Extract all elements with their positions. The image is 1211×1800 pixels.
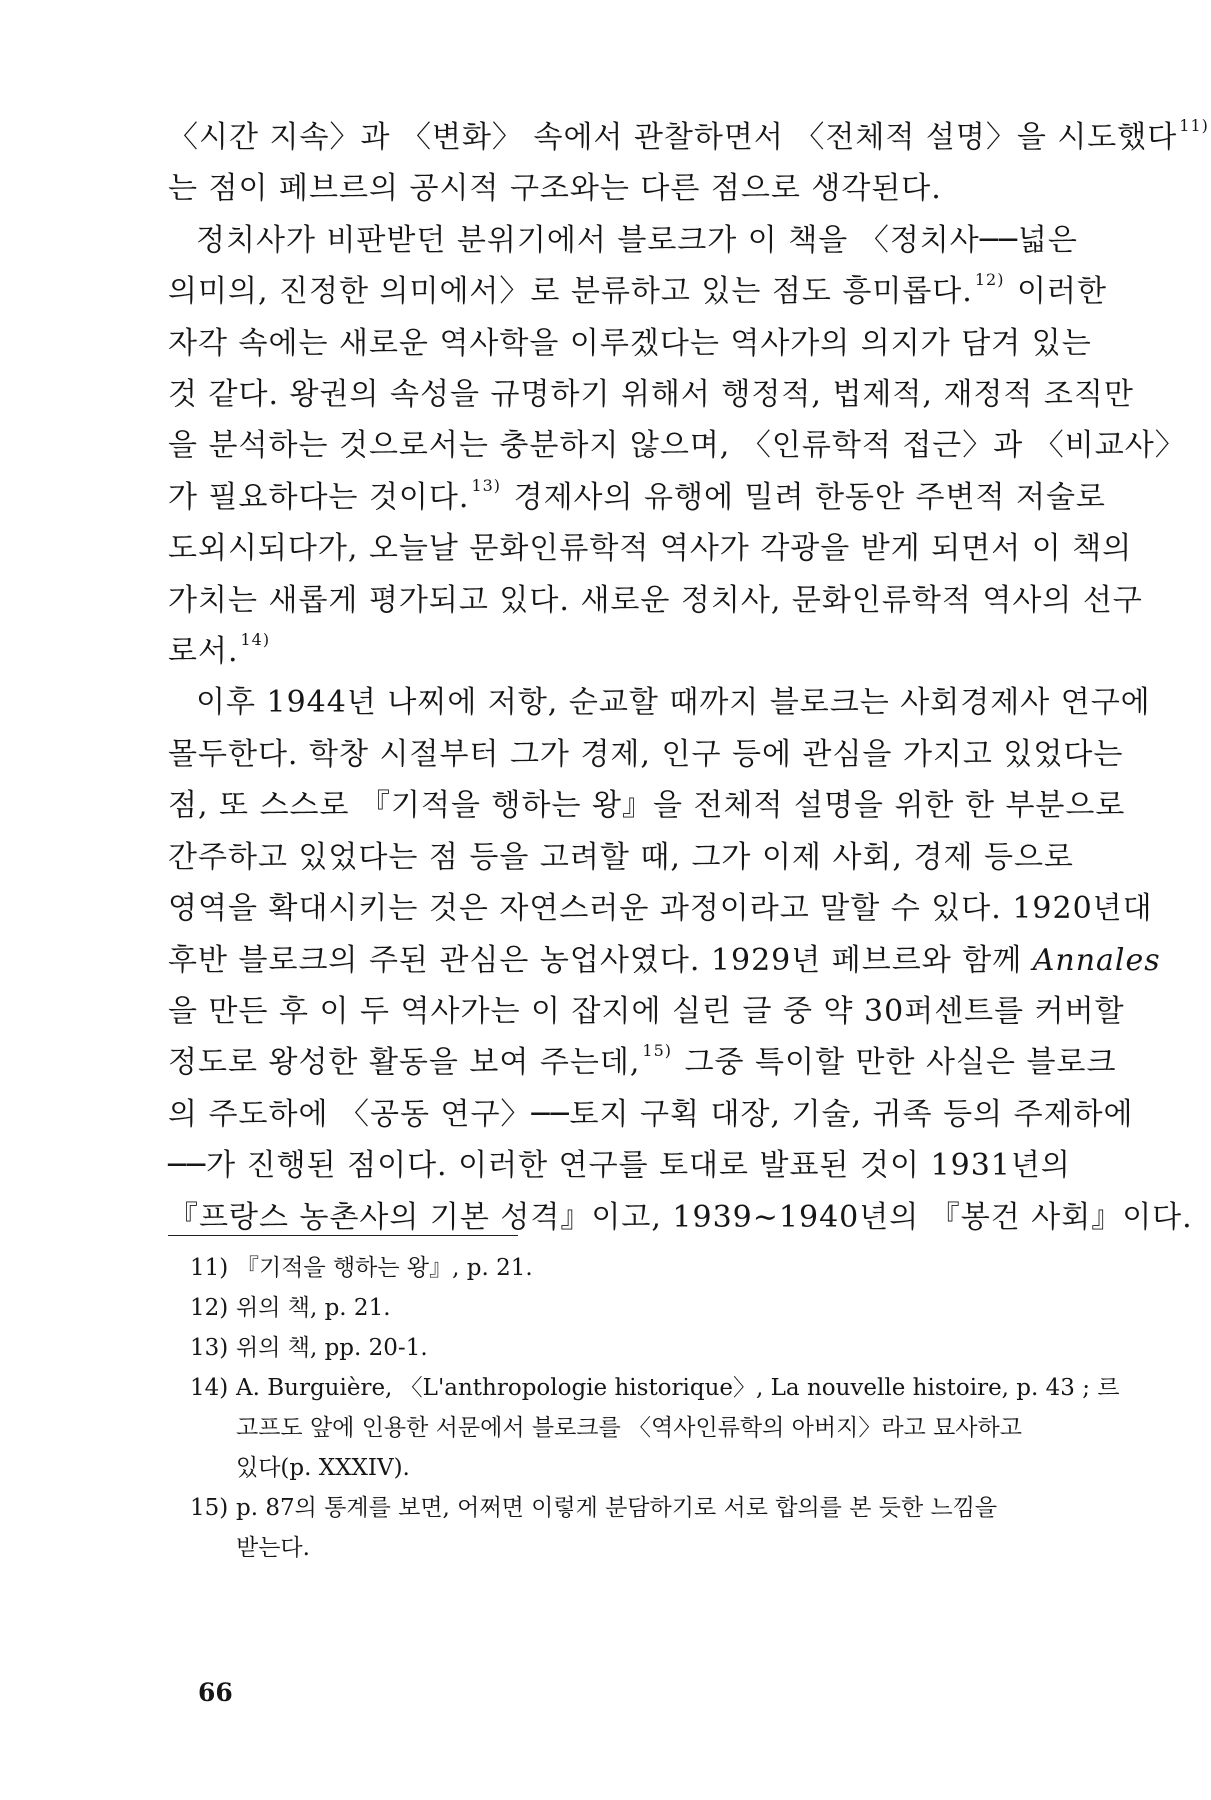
text-line: 『프랑스 농촌사의 기본 성격』이고, 1939∼1940년의 『봉건 사회』이다.: [168, 1199, 1193, 1235]
footnote-line: 위의 책, pp. 20-1.: [236, 1335, 428, 1361]
text-line: [168, 1037, 1117, 1088]
text-line: 을 분석하는 것으로서는 충분하지 않으며, 〈인류학적 접근〉과 〈비교사〉: [168, 428, 1186, 464]
footnote-line: 받는다.: [236, 1535, 310, 1561]
footnote-number: 11): [190, 1255, 229, 1281]
line-text: 정도로 왕성한 활동을 보여 주는데,: [168, 1045, 641, 1081]
text-line: 몰두한다. 학창 시절부터 그가 경제, 인구 등에 관심을 가지고 있었다는: [168, 736, 1124, 772]
text-line: 정치사가 비판받던 분위기에서 블로크가 이 책을 〈정치사──넓은: [196, 222, 1078, 258]
line-text: 로서.: [168, 634, 239, 670]
footnote-line: p. 87의 통계를 보면, 어쩌면 이렇게 분담하기로 서로 합의를 본 듯한 느낌을: [236, 1495, 998, 1521]
line-text: 후반 블로크의 주된 관심은 농업사였다. 1929년 페브르와 함께: [168, 942, 1023, 978]
text-line: [168, 266, 1107, 317]
text-line: 도외시되다가, 오늘날 문화인류학적 역사가 각광을 받게 되면서 이 책의: [168, 531, 1133, 567]
text-line: ──가 진행된 점이다. 이러한 연구를 토대로 발표된 것이 1931년의: [168, 1148, 1071, 1184]
text-line: 는 점이 페브르의 공시적 구조와는 다른 점으로 생각된다.: [168, 171, 942, 207]
text-line: 을 만든 후 이 두 역사가는 이 잡지에 실린 글 중 약 30퍼센트를 커버할: [168, 993, 1125, 1029]
text-line: 것 같다. 왕권의 속성을 규명하기 위해서 행정적, 법제적, 재정적 조직만: [168, 377, 1134, 413]
footnote-number: 14): [190, 1375, 229, 1401]
text-line: 이후 1944년 나찌에 저항, 순교할 때까지 블로크는 사회경제사 연구에: [196, 685, 1151, 721]
text-line: [168, 112, 1209, 163]
footnote-15: [190, 1488, 1040, 1568]
text-line: [168, 626, 1040, 677]
footnote-ref-14[interactable]: 14): [240, 630, 271, 650]
line-text: 〈시간 지속〉과 〈변화〉 속에서 관찰하면서 〈전체적 설명〉을 시도했다: [168, 120, 1178, 155]
footnote-ref-13[interactable]: 13): [471, 475, 502, 495]
footnote-number: 15): [190, 1495, 229, 1521]
footnote-13: [190, 1328, 1040, 1368]
text-line: 가치는 새롭게 평가되고 있다. 새로운 정치사, 문화인류학적 역사의 선구: [168, 582, 1143, 618]
footnote-12: [190, 1288, 1040, 1328]
footnote-line: 『기적을 행하는 왕』, p. 21.: [236, 1255, 533, 1281]
footnote-line: A. Burguière, 〈L'anthropologie historique〉, La nouvelle histoire, p. 43 ; 르: [236, 1375, 1120, 1401]
text-line: 영역을 확대시키는 것은 자연스러운 과정이라고 말할 수 있다. 1920년대: [168, 891, 1153, 927]
text-line: 간주하고 있었다는 점 등을 고려할 때, 그가 이제 사회, 경제 등으로: [168, 839, 1074, 875]
footnote-14: [190, 1368, 1120, 1488]
line-text: 그중 특이할 만한 사실은 블로크: [684, 1045, 1117, 1081]
line-text: 경제사의 유행에 밀려 한동안 주변적 저술로: [513, 479, 1106, 515]
footnote-line: 있다(p. XXXIV).: [236, 1455, 410, 1481]
footnote-line: 고프도 앞에 인용한 서문에서 블로크를 〈역사인류학의 아버지〉라고 묘사하고: [236, 1415, 1022, 1441]
text-line: [168, 780, 1126, 831]
paragraph-2: [168, 215, 1186, 678]
footnote-text: [236, 1328, 1040, 1368]
footnote-divider: [168, 1235, 518, 1236]
footnote-ref-15[interactable]: 15): [642, 1041, 673, 1061]
footnote-text: [236, 1368, 1120, 1488]
footnote-number: 13): [190, 1335, 229, 1361]
line-text: 점, 또 스스로 『기적을 행하는 왕』을 전체적 설명을 위한 한 부분으로: [168, 788, 1126, 824]
journal-title-annales: Annales: [1032, 942, 1161, 978]
text-line: 자각 속에는 새로운 역사학을 이루겠다는 역사가의 의지가 담겨 있는: [168, 325, 1092, 361]
page-number: 66: [198, 1678, 233, 1707]
footnote-number: 12): [190, 1295, 229, 1321]
footnote-11: [190, 1248, 1040, 1288]
line-text: 가 필요하다는 것이다.: [168, 479, 470, 515]
text-line: [168, 935, 1161, 986]
footnote-text: [236, 1488, 1040, 1568]
footnote-ref-11[interactable]: 11): [1179, 116, 1209, 135]
line-text: 이러한: [1017, 274, 1107, 310]
paragraph-1: [168, 112, 1209, 215]
footnote-text: [236, 1248, 1040, 1288]
footnote-text: [236, 1288, 1040, 1328]
paragraph-3: [168, 677, 1193, 1242]
text-line: [168, 472, 1106, 523]
footnotes: [190, 1248, 1120, 1568]
footnote-ref-12[interactable]: 12): [974, 270, 1005, 290]
text-line: 의 주도하에 〈공동 연구〉──토지 구획 대장, 기술, 귀족 등의 주제하에: [168, 1096, 1134, 1132]
main-text: [168, 112, 1209, 1243]
line-text: 의미의, 진정한 의미에서〉로 분류하고 있는 점도 흥미롭다.: [168, 274, 973, 310]
footnote-line: 위의 책, p. 21.: [236, 1295, 391, 1321]
